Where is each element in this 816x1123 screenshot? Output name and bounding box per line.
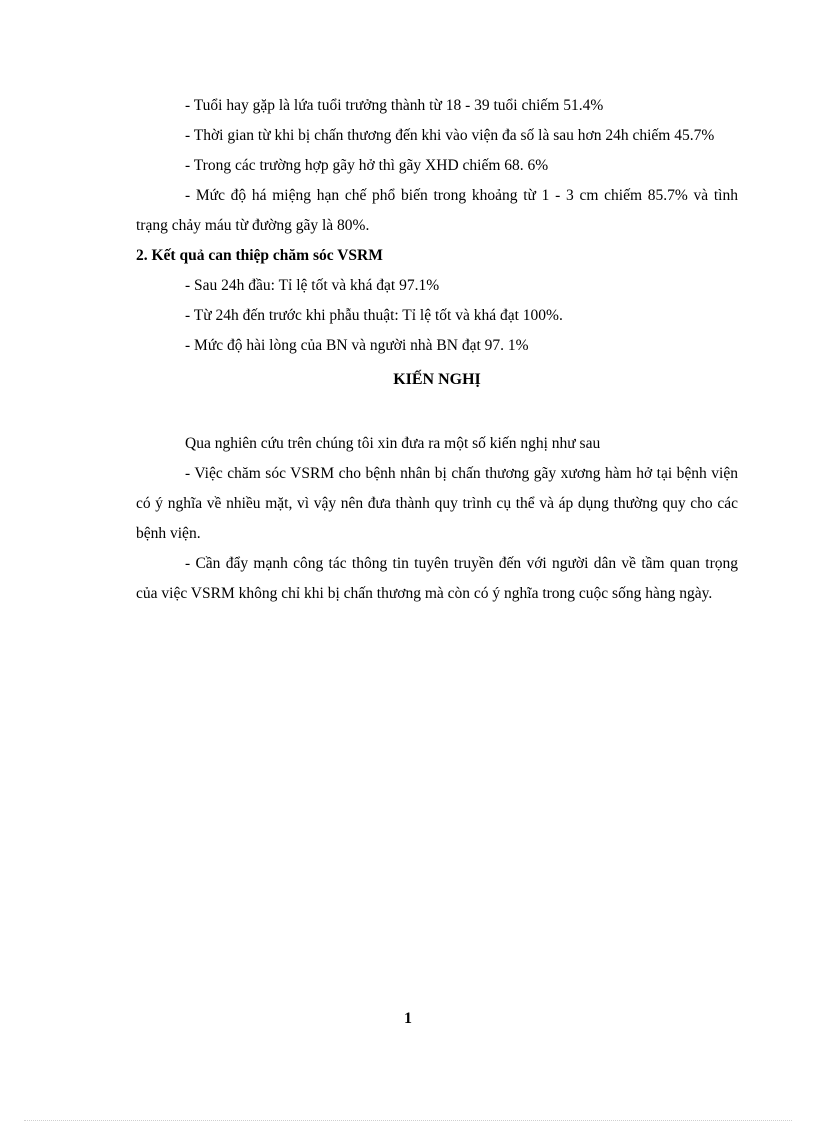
recommendation-communication: - Cần đẩy mạnh công tác thông tin tuyên truyền đến với người dân về tầm quan trọng của việc VSRM không chỉ khi bị chấn thương mà còn có ý nghĩa trong cuộc sống hàng ngày.	[136, 555, 738, 602]
result-satisfaction: - Mức độ hài lòng của BN và người nhà BN đạt 97. 1%	[185, 337, 529, 354]
finding-admission-time: - Thời gian từ khi bị chấn thương đến khi vào viện đa số là sau hơn 24h chiếm 45.7%	[185, 127, 715, 144]
recommendation-care-procedure: - Việc chăm sóc VSRM cho bệnh nhân bị chấn thương gãy xương hàm hở tại bệnh viện có ý nghĩa về nhiều mặt, vì vậy nên đưa thành quy trình cụ thể và áp dụng thường quy cho các bệnh viện.	[136, 465, 738, 542]
recommendations-title: KIẾN NGHỊ	[393, 371, 481, 388]
finding-open-fracture: - Trong các trường hợp gãy hở thì gãy XHD chiếm 68. 6%	[185, 157, 549, 174]
spacer	[136, 395, 738, 429]
page-bottom-border	[24, 1120, 792, 1121]
result-before-surgery: - Từ 24h đến trước khi phẫu thuật: Tỉ lệ tốt và khá đạt 100%.	[185, 307, 563, 324]
finding-mouth-opening: - Mức độ há miệng hạn chế phổ biến trong khoảng từ 1 - 3 cm chiếm 85.7% và tình trạng chảy máu từ đường gãy là 80%.	[136, 187, 738, 234]
page-body	[136, 91, 738, 609]
section-heading-results: 2. Kết quả can thiệp chăm sóc VSRM	[136, 247, 383, 264]
page-number: 1	[404, 1010, 412, 1027]
result-after-24h: - Sau 24h đầu: Tỉ lệ tốt và khá đạt 97.1%	[185, 277, 440, 294]
finding-age: - Tuổi hay gặp là lứa tuổi trưởng thành từ 18 - 39 tuổi chiếm 51.4%	[185, 97, 604, 114]
recommendations-intro: Qua nghiên cứu trên chúng tôi xin đưa ra một số kiến nghị như sau	[185, 435, 601, 452]
